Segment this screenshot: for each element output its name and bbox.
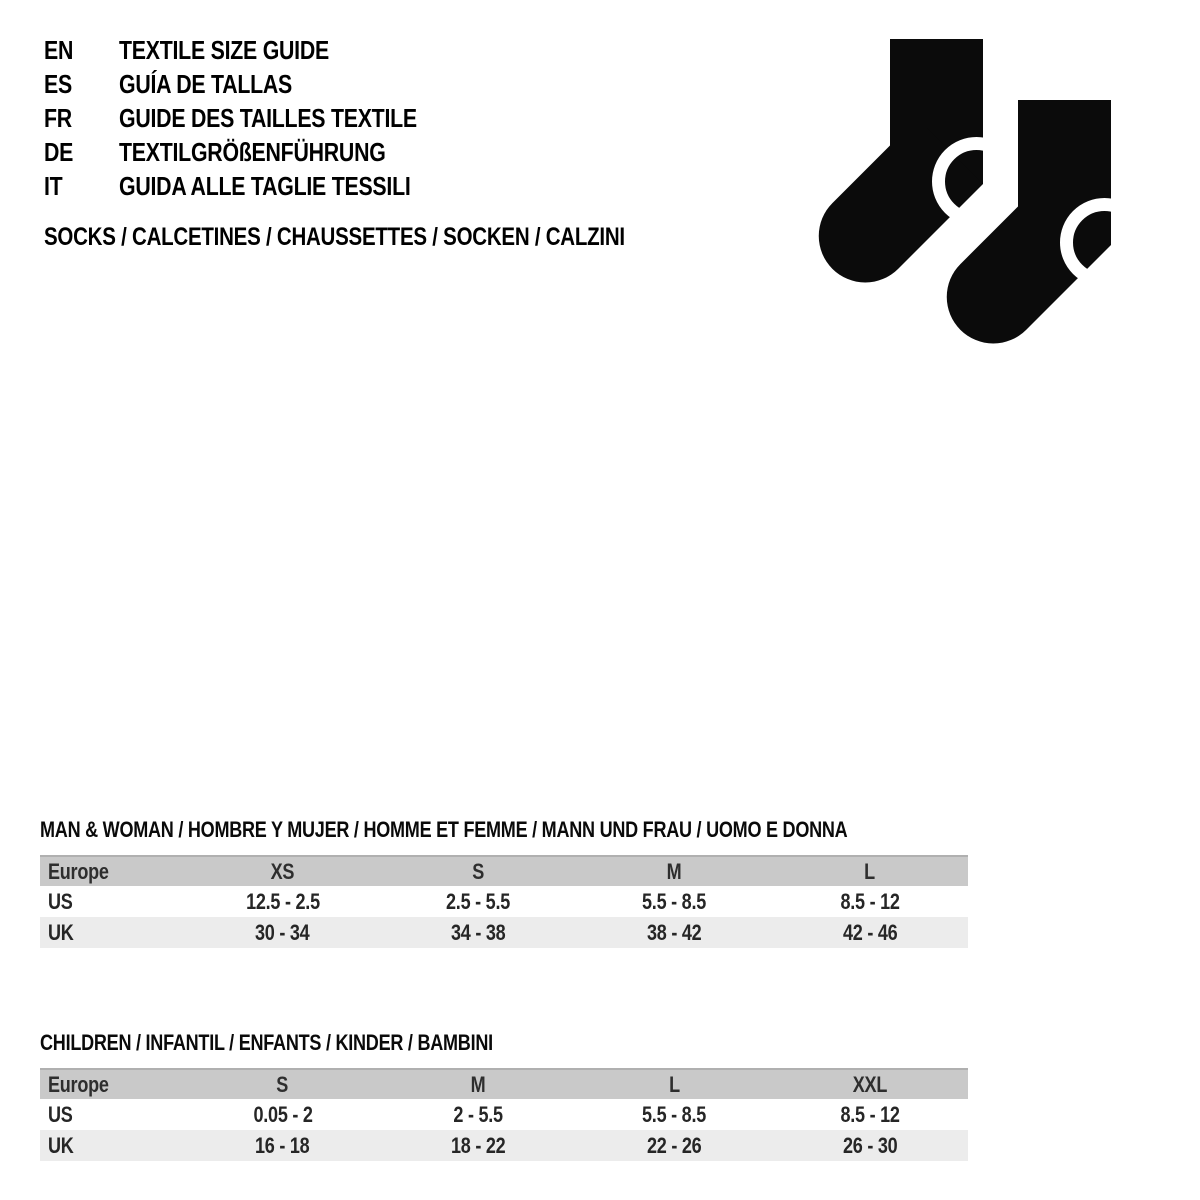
size-range-cell: 5.5 - 8.5: [642, 888, 707, 914]
table-title: MAN & WOMAN / HOMBRE Y MUJER / HOMME ET FEMME / MANN UND FRAU / UOMO E DONNA: [40, 817, 848, 842]
column-header-region: Europe: [48, 858, 109, 884]
language-code: ES: [44, 69, 72, 99]
size-range-cell: 8.5 - 12: [840, 1101, 900, 1127]
column-header-size: S: [276, 1071, 289, 1097]
size-range-cell: 16 - 18: [255, 1132, 310, 1158]
size-range-cell: 22 - 26: [647, 1132, 702, 1158]
table-header-row: [40, 1068, 968, 1099]
table-man-woman: [40, 818, 968, 948]
language-label: GUÍA DE TALLAS: [119, 69, 293, 99]
table-header-row: [40, 855, 968, 886]
table-row-us: [40, 886, 968, 917]
column-header-size: XXL: [852, 1071, 888, 1097]
row-label: US: [48, 888, 73, 914]
language-code: IT: [44, 171, 63, 201]
language-list: [44, 33, 482, 203]
language-label: GUIDA ALLE TAGLIE TESSILI: [119, 171, 411, 201]
table-row-uk: [40, 917, 968, 948]
row-label: UK: [48, 1132, 74, 1158]
language-code: FR: [44, 103, 72, 133]
table-children: [40, 1031, 968, 1161]
size-range-cell: 18 - 22: [451, 1132, 506, 1158]
language-code: DE: [44, 137, 74, 167]
column-header-size: S: [472, 858, 485, 884]
size-range-cell: 42 - 46: [842, 919, 898, 945]
column-header-size: L: [668, 1071, 680, 1097]
size-range-cell: 38 - 42: [647, 919, 702, 945]
table-row-uk: [40, 1130, 968, 1161]
column-header-size: L: [864, 858, 876, 884]
size-range-cell: 30 - 34: [255, 919, 310, 945]
column-header-size: M: [471, 1071, 486, 1097]
language-code: EN: [44, 35, 74, 65]
language-row-it: [44, 169, 482, 203]
size-range-cell: 0.05 - 2: [253, 1101, 313, 1127]
size-range-cell: 5.5 - 8.5: [642, 1101, 707, 1127]
table-row-us: [40, 1099, 968, 1130]
size-range-cell: 2.5 - 5.5: [446, 888, 511, 914]
language-row-fr: [44, 101, 482, 135]
language-label: TEXTILE SIZE GUIDE: [119, 35, 329, 65]
row-label: UK: [48, 919, 74, 945]
language-row-es: [44, 67, 482, 101]
language-row-de: [44, 135, 482, 169]
language-label: TEXTILGRÖßENFÜHRUNG: [119, 137, 386, 167]
socks-icon: [780, 39, 1125, 369]
product-category-line: SOCKS / CALCETINES / CHAUSSETTES / SOCKEN / CALZINI: [44, 223, 625, 251]
column-header-size: M: [666, 858, 682, 884]
size-range-cell: 2 - 5.5: [453, 1101, 504, 1127]
size-range-cell: 26 - 30: [842, 1132, 898, 1158]
size-range-cell: 12.5 - 2.5: [245, 888, 320, 914]
language-label: GUIDE DES TAILLES TEXTILE: [119, 103, 417, 133]
language-row-en: [44, 33, 482, 67]
size-range-cell: 34 - 38: [451, 919, 506, 945]
column-header-size: XS: [270, 858, 295, 884]
column-header-region: Europe: [48, 1071, 109, 1097]
row-label: US: [48, 1101, 73, 1127]
table-title: CHILDREN / INFANTIL / ENFANTS / KINDER / BAMBINI: [40, 1030, 493, 1055]
size-range-cell: 8.5 - 12: [840, 888, 900, 914]
